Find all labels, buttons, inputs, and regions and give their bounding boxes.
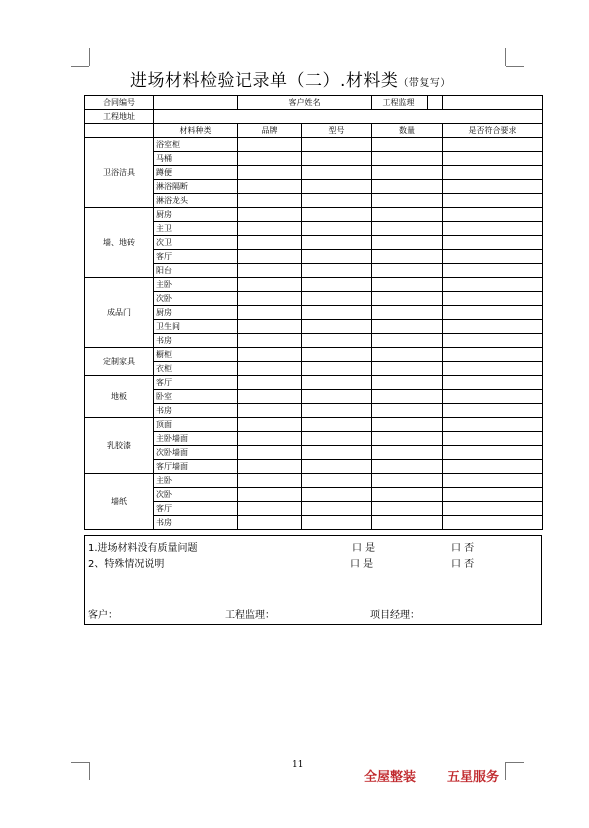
brand-cell[interactable] (238, 390, 302, 404)
crop-mark-bottom-left (89, 762, 90, 780)
model-cell[interactable] (302, 446, 372, 460)
quantity-cell[interactable] (372, 250, 443, 264)
brand-cell[interactable] (238, 278, 302, 292)
table-row (85, 292, 543, 306)
table-row (85, 502, 543, 516)
brand-cell[interactable] (238, 348, 302, 362)
crop-mark-bottom-right (506, 762, 524, 763)
table-row (85, 278, 543, 292)
special-yes-checkbox[interactable]: 口 是 (350, 559, 374, 570)
quantity-cell[interactable] (372, 138, 443, 152)
crop-mark-bottom-left (71, 762, 89, 763)
manager-signature-label: 项目经理： (370, 610, 420, 621)
model-cell[interactable] (302, 152, 372, 166)
table-row (85, 306, 543, 320)
brand-cell[interactable] (238, 306, 302, 320)
model-cell[interactable] (302, 250, 372, 264)
item-label: 蹲便 (154, 166, 238, 180)
brand-cell[interactable] (238, 250, 302, 264)
model-cell[interactable] (302, 334, 372, 348)
model-cell[interactable] (302, 502, 372, 516)
item-label: 顶面 (154, 418, 238, 432)
quantity-cell[interactable] (372, 460, 443, 474)
quantity-cell[interactable] (372, 474, 443, 488)
compliance-cell[interactable] (443, 264, 543, 278)
table-row (85, 320, 543, 334)
header-row-contract (85, 96, 543, 110)
model-cell[interactable] (302, 208, 372, 222)
table-row (85, 334, 543, 348)
model-cell[interactable] (302, 180, 372, 194)
item-label: 主卫 (154, 222, 238, 236)
item-label: 客厅墙面 (154, 460, 238, 474)
brand-cell[interactable] (238, 222, 302, 236)
quantity-cell[interactable] (372, 432, 443, 446)
model-cell[interactable] (302, 348, 372, 362)
quantity-cell[interactable] (372, 502, 443, 516)
compliance-cell[interactable] (443, 376, 543, 390)
compliance-cell[interactable] (443, 474, 543, 488)
column-header-category: 材料种类 (154, 124, 238, 138)
quantity-cell[interactable] (372, 278, 443, 292)
column-header-row (85, 124, 543, 138)
address-label: 工程地址 (85, 110, 154, 124)
quantity-cell[interactable] (372, 194, 443, 208)
compliance-cell[interactable] (443, 138, 543, 152)
client-name-label: 客户姓名 (238, 96, 372, 110)
quantity-cell[interactable] (372, 306, 443, 320)
item-label: 次卧 (154, 292, 238, 306)
quantity-cell[interactable] (372, 488, 443, 502)
model-cell[interactable] (302, 474, 372, 488)
brand-cell[interactable] (238, 194, 302, 208)
quantity-cell[interactable] (372, 180, 443, 194)
table-row (85, 166, 543, 180)
table-row (85, 488, 543, 502)
item-label: 淋浴龙头 (154, 194, 238, 208)
table-row (85, 194, 543, 208)
brand-cell[interactable] (238, 446, 302, 460)
crop-mark-top-right (505, 48, 506, 66)
table-row (85, 236, 543, 250)
table-row (85, 390, 543, 404)
compliance-cell[interactable] (443, 250, 543, 264)
table-row (85, 376, 543, 390)
special-no-checkbox[interactable]: 口 否 (451, 559, 475, 570)
quantity-cell[interactable] (372, 222, 443, 236)
compliance-cell[interactable] (443, 334, 543, 348)
category-group-label: 卫浴洁具 (85, 138, 154, 208)
item-label: 阳台 (154, 264, 238, 278)
quality-question: 1.进场材料没有质量问题 (88, 543, 198, 554)
item-label: 书房 (154, 404, 238, 418)
table-row (85, 348, 543, 362)
slogan-left: 全屋整装 (364, 770, 417, 785)
column-header-quantity: 数量 (372, 124, 443, 138)
compliance-cell[interactable] (443, 516, 543, 530)
model-cell[interactable] (302, 362, 372, 376)
crop-mark-bottom-right (505, 762, 506, 780)
table-row (85, 460, 543, 474)
compliance-cell[interactable] (443, 180, 543, 194)
compliance-cell[interactable] (443, 348, 543, 362)
model-cell[interactable] (302, 292, 372, 306)
model-cell[interactable] (302, 516, 372, 530)
compliance-cell[interactable] (443, 460, 543, 474)
brand-cell[interactable] (238, 404, 302, 418)
brand-cell[interactable] (238, 362, 302, 376)
inspection-table (84, 95, 543, 530)
quantity-cell[interactable] (372, 292, 443, 306)
address-field[interactable] (154, 110, 543, 124)
compliance-cell[interactable] (443, 446, 543, 460)
category-group-label: 乳胶漆 (85, 418, 154, 474)
brand-cell[interactable] (238, 516, 302, 530)
quantity-cell[interactable] (372, 362, 443, 376)
table-row (85, 222, 543, 236)
brand-cell[interactable] (238, 292, 302, 306)
client-signature-label: 客户： (88, 610, 118, 621)
quantity-cell[interactable] (372, 404, 443, 418)
table-row (85, 474, 543, 488)
brand-cell[interactable] (238, 502, 302, 516)
item-label: 马桶 (154, 152, 238, 166)
quality-yes-checkbox[interactable]: 口 是 (352, 543, 376, 554)
brand-cell[interactable] (238, 334, 302, 348)
brand-cell[interactable] (238, 152, 302, 166)
model-cell[interactable] (302, 460, 372, 474)
item-label: 衣柜 (154, 362, 238, 376)
table-body (85, 96, 543, 530)
quantity-cell[interactable] (372, 236, 443, 250)
brand-cell[interactable] (238, 460, 302, 474)
model-cell[interactable] (302, 390, 372, 404)
compliance-cell[interactable] (443, 278, 543, 292)
model-cell[interactable] (302, 264, 372, 278)
quantity-cell[interactable] (372, 264, 443, 278)
footer-box (84, 535, 542, 625)
category-group-label: 成品门 (85, 278, 154, 348)
item-label: 次卧墙面 (154, 446, 238, 460)
brand-cell[interactable] (238, 474, 302, 488)
page-title (130, 66, 451, 91)
brand-cell[interactable] (238, 264, 302, 278)
item-label: 厨房 (154, 306, 238, 320)
model-cell[interactable] (302, 488, 372, 502)
quantity-cell[interactable] (372, 320, 443, 334)
quantity-cell[interactable] (372, 348, 443, 362)
category-group-label: 定制家具 (85, 348, 154, 376)
item-label: 厨房 (154, 208, 238, 222)
item-label: 书房 (154, 516, 238, 530)
category-group-label: 地板 (85, 376, 154, 418)
table-row (85, 250, 543, 264)
model-cell[interactable] (302, 194, 372, 208)
column-header-model: 型号 (302, 124, 372, 138)
compliance-cell[interactable] (443, 194, 543, 208)
contract-no-field[interactable] (154, 96, 238, 110)
crop-mark-top-right (506, 66, 524, 67)
item-label: 主卧 (154, 278, 238, 292)
table-row (85, 152, 543, 166)
item-label: 主卧 (154, 474, 238, 488)
brand-cell[interactable] (238, 236, 302, 250)
item-label: 客厅 (154, 376, 238, 390)
compliance-cell[interactable] (443, 488, 543, 502)
column-header-compliance: 是否符合要求 (443, 124, 543, 138)
table-row (85, 432, 543, 446)
crop-mark-top-left (89, 48, 90, 66)
item-label: 次卫 (154, 236, 238, 250)
model-cell[interactable] (302, 376, 372, 390)
compliance-cell[interactable] (443, 404, 543, 418)
contract-no-label: 合同编号 (85, 96, 154, 110)
table-row (85, 362, 543, 376)
quantity-cell[interactable] (372, 446, 443, 460)
compliance-cell[interactable] (443, 292, 543, 306)
special-case-label: 2、特殊情况说明 (88, 559, 165, 570)
model-cell[interactable] (302, 278, 372, 292)
item-label: 客厅 (154, 250, 238, 264)
model-cell[interactable] (302, 236, 372, 250)
compliance-cell[interactable] (443, 208, 543, 222)
table-row (85, 404, 543, 418)
item-label: 客厅 (154, 502, 238, 516)
item-label: 橱柜 (154, 348, 238, 362)
model-cell[interactable] (302, 222, 372, 236)
brand-cell[interactable] (238, 138, 302, 152)
item-label: 浴室柜 (154, 138, 238, 152)
table-row (85, 208, 543, 222)
brand-cell[interactable] (238, 376, 302, 390)
model-cell[interactable] (302, 138, 372, 152)
item-label: 淋浴隔断 (154, 180, 238, 194)
item-label: 卫生间 (154, 320, 238, 334)
supervisor-label: 工程监理 (370, 96, 428, 109)
crop-mark-top-left (71, 66, 89, 67)
brand-cell[interactable] (238, 418, 302, 432)
model-cell[interactable] (302, 418, 372, 432)
quality-no-checkbox[interactable]: 口 否 (451, 543, 475, 554)
quantity-cell[interactable] (372, 334, 443, 348)
table-row (85, 264, 543, 278)
title-text: 进场材料检验记录单（二）.材料类 (130, 71, 399, 91)
compliance-cell[interactable] (443, 502, 543, 516)
table-row (85, 516, 543, 530)
table-row (85, 418, 543, 432)
supervisor-signature-label: 工程监理： (225, 610, 275, 621)
quantity-cell[interactable] (372, 166, 443, 180)
table-row (85, 138, 543, 152)
brand-cell[interactable] (238, 432, 302, 446)
model-cell[interactable] (302, 166, 372, 180)
quantity-cell[interactable] (372, 516, 443, 530)
column-header-brand: 品牌 (238, 124, 302, 138)
brand-cell[interactable] (238, 320, 302, 334)
model-cell[interactable] (302, 404, 372, 418)
compliance-cell[interactable] (443, 152, 543, 166)
column-header-blank (85, 124, 154, 138)
quantity-cell[interactable] (372, 390, 443, 404)
item-label: 卧室 (154, 390, 238, 404)
slogan-right: 五星服务 (447, 770, 500, 785)
compliance-cell[interactable] (443, 390, 543, 404)
table-row (85, 446, 543, 460)
compliance-cell[interactable] (443, 166, 543, 180)
title-note: （带复写） (398, 78, 451, 89)
quantity-cell[interactable] (372, 208, 443, 222)
compliance-cell[interactable] (443, 236, 543, 250)
model-cell[interactable] (302, 432, 372, 446)
item-label: 书房 (154, 334, 238, 348)
compliance-cell[interactable] (443, 432, 543, 446)
table-row (85, 180, 543, 194)
compliance-cell[interactable] (443, 320, 543, 334)
compliance-cell[interactable] (443, 222, 543, 236)
page-number: 11 (292, 760, 304, 770)
category-group-label: 墙纸 (85, 474, 154, 530)
category-group-label: 墙、地砖 (85, 208, 154, 278)
compliance-cell[interactable] (443, 306, 543, 320)
supervisor-cell (382, 96, 543, 110)
compliance-cell[interactable] (443, 362, 543, 376)
brand-cell[interactable] (238, 166, 302, 180)
item-label: 次卧 (154, 488, 238, 502)
quantity-cell[interactable] (372, 152, 443, 166)
brand-cell[interactable] (238, 488, 302, 502)
brand-cell[interactable] (238, 208, 302, 222)
model-cell[interactable] (302, 320, 372, 334)
model-cell[interactable] (302, 306, 372, 320)
header-row-address (85, 110, 543, 124)
quantity-cell[interactable] (372, 418, 443, 432)
item-label: 主卧墙面 (154, 432, 238, 446)
brand-cell[interactable] (238, 180, 302, 194)
quantity-cell[interactable] (372, 376, 443, 390)
compliance-cell[interactable] (443, 418, 543, 432)
